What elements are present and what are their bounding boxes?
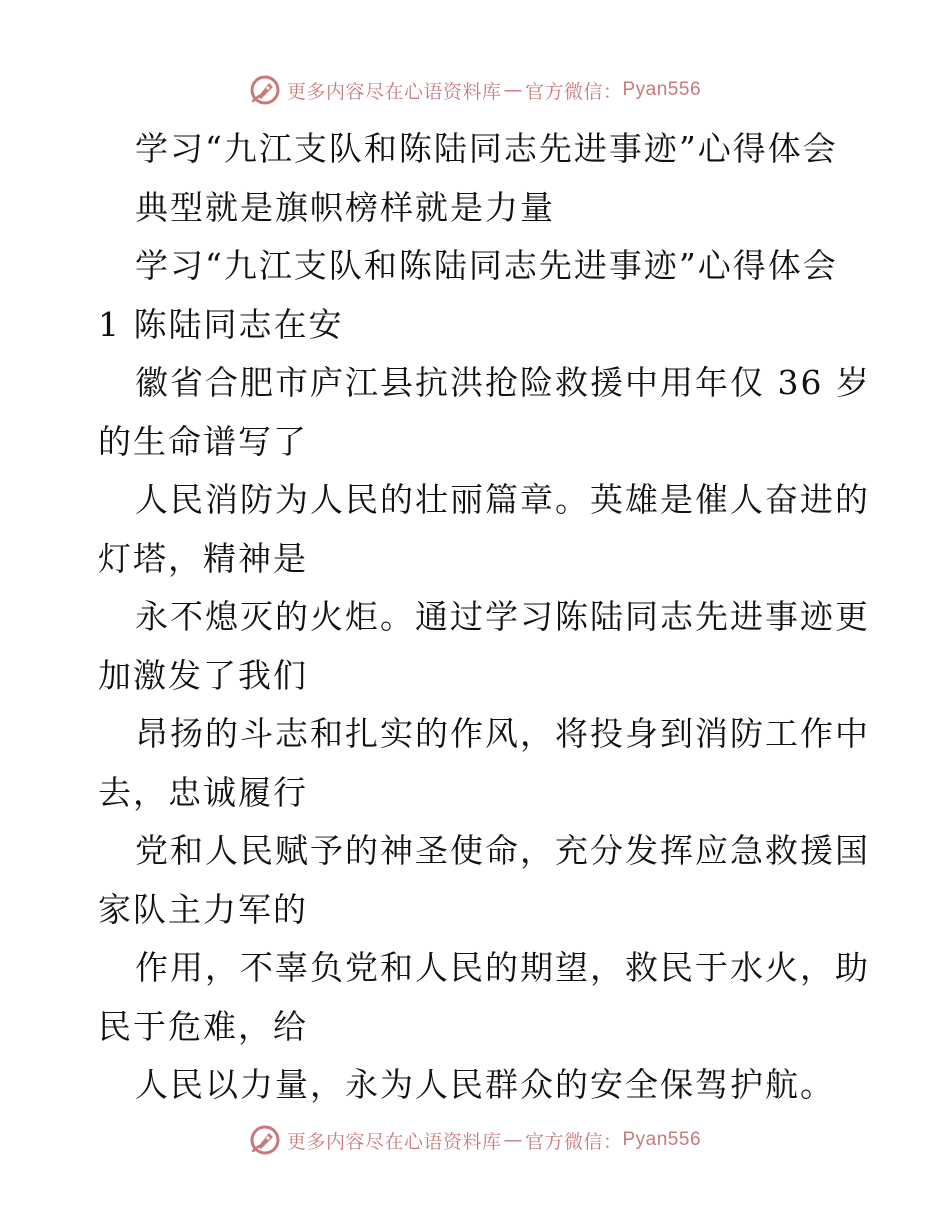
watermark-wechat-id: Pyan556 <box>622 79 702 100</box>
body-text-line: 灯塔，精神是 <box>98 538 308 578</box>
body-text-line: 作用，不辜负党和人民的期望，救民于水火，助 <box>135 948 870 987</box>
body-text-line: 徽省合肥市庐江县抗洪抢险救援中用年仅 36 岁 <box>135 363 871 402</box>
header-watermark <box>0 70 950 110</box>
watermark-dash: — <box>503 1129 523 1151</box>
body-text-line: 加激发了我们 <box>98 655 308 695</box>
watermark-text: 更多内容尽在心语资料库 <box>286 1130 502 1153</box>
watermark-dash: — <box>503 79 523 101</box>
pen-nib-logo-icon <box>249 74 281 106</box>
watermark-official-label: 官方微信： <box>524 1130 623 1153</box>
body-text-line: 学习“九江支队和陈陆同志先进事迹”心得体会 <box>135 129 838 168</box>
body-text-line: 1 陈陆同志在安 <box>98 304 344 344</box>
body-text-line: 永不熄灭的火炬。通过学习陈陆同志先进事迹更 <box>135 597 870 636</box>
body-text-line: 党和人民赋予的神圣使命，充分发挥应急救援国 <box>135 831 870 870</box>
watermark-wechat-id: Pyan556 <box>622 1129 702 1150</box>
body-text-line: 人民消防为人民的壮丽篇章。英雄是催人奋进的 <box>135 480 870 519</box>
document-body <box>98 120 871 1115</box>
body-text-line: 人民以力量，永为人民群众的安全保驾护航。 <box>135 1065 835 1104</box>
body-text-line: 去，忠诚履行 <box>98 772 308 812</box>
body-text-line: 民于危难，给 <box>98 1006 308 1046</box>
watermark-text: 更多内容尽在心语资料库 <box>286 80 502 103</box>
body-text-line: 昂扬的斗志和扎实的作风，将投身到消防工作中 <box>135 714 870 753</box>
body-text-line: 学习“九江支队和陈陆同志先进事迹”心得体会 <box>135 246 838 285</box>
body-text-line: 典型就是旗帜榜样就是力量 <box>135 187 555 227</box>
body-text-line: 的生命谱写了 <box>98 421 308 461</box>
body-text-line: 家队主力军的 <box>98 889 308 929</box>
watermark-official-label: 官方微信： <box>524 80 623 103</box>
footer-watermark <box>0 1120 950 1160</box>
pen-nib-logo-icon <box>249 1124 281 1156</box>
